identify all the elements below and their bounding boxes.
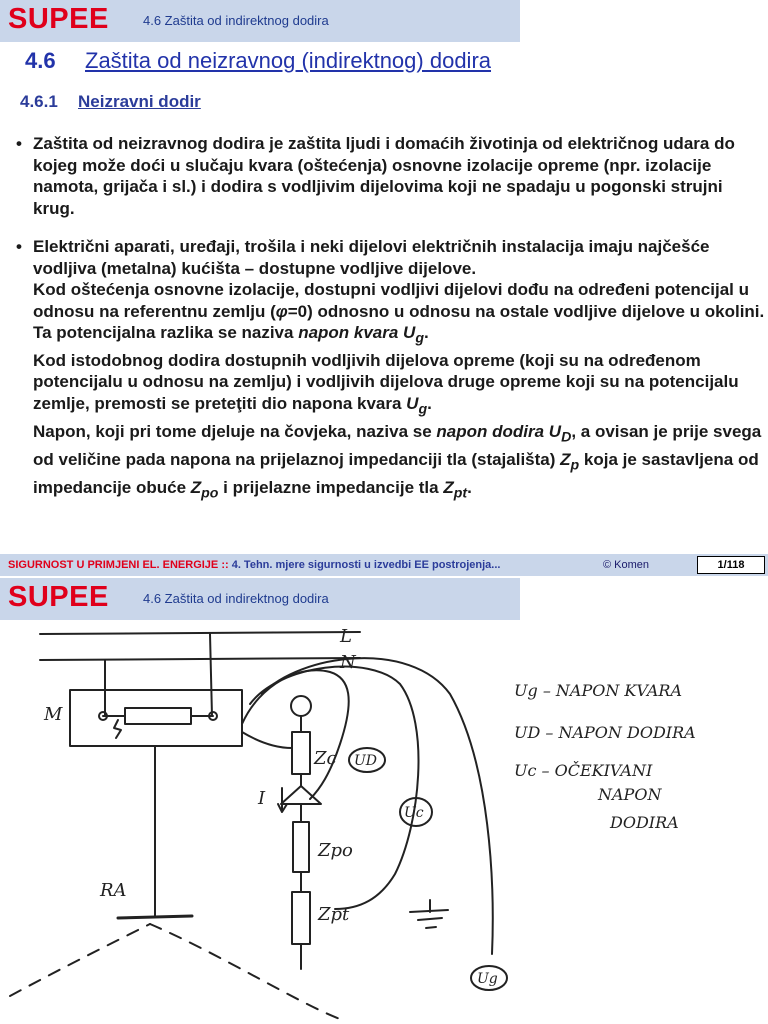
label-m: M xyxy=(44,704,63,725)
section-subtitle xyxy=(20,92,201,112)
para-4b: . xyxy=(427,393,432,413)
term-zpt: Z xyxy=(443,477,454,497)
sub-pt: pt xyxy=(453,484,468,501)
para-5d: i prijelazne impedancije tla xyxy=(218,477,444,497)
label-zc: Zc xyxy=(314,748,337,769)
sub-d: D xyxy=(561,429,572,446)
legend-ug: Ug – NAPON KVARA xyxy=(514,681,682,700)
label-ra: RA xyxy=(100,880,127,901)
bullet-2 xyxy=(16,236,768,504)
term-napon-dodira: napon dodira U xyxy=(436,421,562,441)
legend-ud: UD – NAPON DODIRA xyxy=(514,723,696,742)
sub-g: g xyxy=(415,330,424,347)
bullet-1-text: Zaštita od neizravnog dodira je zaštita ljudi i domaćih životinja od električnog udara do kojeg može doći u slučaju kvara (oštećenja) osnovne izolacije opreme (npr. izolacije namota, grijača i sl.) i dodira s vodljivim dijelovima koji ne spadaju u pogonski strujni krug. xyxy=(33,134,735,218)
term-ug: U xyxy=(406,393,419,413)
label-uc: Uc xyxy=(404,805,424,821)
footer-chapter: 4. Tehn. mjere sigurnosti u izvedbi EE postrojenja... xyxy=(231,559,501,571)
zpo-resistor xyxy=(293,822,309,872)
label-i: I xyxy=(258,788,266,809)
footer-copyright: © Komen xyxy=(603,559,650,571)
bullet-2-text xyxy=(33,236,768,504)
para-4a: Kod istodobnog dodira dostupnih vodljivih dijelova opreme (koji su na određenom potencijalu u odnosu na zemlju) i vodljivih dijelova druge opreme koji su na potencijalu zemlje, premosti se preteţiti dio napona kvara xyxy=(33,350,739,413)
header-blank xyxy=(520,0,768,42)
subtitle-number: 4.6.1 xyxy=(20,92,58,111)
bullet-dot: • xyxy=(16,134,22,153)
legend-uc: Uc – OČEKIVANI xyxy=(514,761,653,780)
person-head xyxy=(291,696,311,716)
logo: SUPEE xyxy=(8,3,109,35)
para-5c: koja je sastavljena od impedancije obuće xyxy=(33,449,759,497)
title-text: Zaštita od neizravnog (indirektnog) dodira xyxy=(85,48,492,73)
header-bar xyxy=(0,0,520,42)
para-2b: =0) odnosno u odnosu na ostale vodljive dijelove u okolini. xyxy=(287,301,765,321)
label-ud: UD xyxy=(354,753,378,769)
label-zpo: Zpo xyxy=(318,840,353,861)
sub-g-2: g xyxy=(418,401,428,418)
bullet-dot: • xyxy=(16,237,22,256)
legend-uc-3: DODIRA xyxy=(610,813,679,832)
para-5e: . xyxy=(467,477,472,497)
line-l xyxy=(40,632,360,634)
phi-symbol: φ xyxy=(275,301,288,321)
label-ug: Ug xyxy=(477,971,498,987)
footer-course xyxy=(8,559,500,571)
title-number: 4.6 xyxy=(25,48,56,73)
footer-course-name: SIGURNOST U PRIMJENI EL. ENERGIJE :: xyxy=(8,559,232,571)
hand-drawn-circuit-sketch xyxy=(0,624,768,1024)
para-3a: Ta potencijalna razlika se naziva xyxy=(33,323,299,342)
para-5a: Napon, koji pri tome djeluje na čovjeka, naziva se xyxy=(33,421,437,441)
logo: SUPEE xyxy=(8,581,109,613)
term-napon-kvara: napon kvara U xyxy=(298,323,416,342)
bullet-1 xyxy=(16,133,768,219)
header-bar xyxy=(0,578,520,620)
para-2a: Kod oštećenja osnovne izolacije, dostupni vodljivi dijelovi dođu na određeni potencijal u odnosu na referentnu zemlju ( xyxy=(33,280,749,321)
page-title xyxy=(25,48,491,74)
page-number: 1/118 xyxy=(697,556,765,574)
term-zpo: Z xyxy=(190,477,202,497)
body-impedance xyxy=(292,732,310,774)
para-5b: , a ovisan je prije svega od veličine pada napona na prijelaznoj impedanciji tla (stajališta) xyxy=(33,421,762,469)
sub-p: p xyxy=(570,457,580,474)
line-n xyxy=(40,658,360,660)
label-n: N xyxy=(340,652,356,673)
label-l: L xyxy=(340,626,352,647)
sub-po: po xyxy=(201,484,219,501)
subtitle-text: Neizravni dodir xyxy=(78,92,201,111)
term-zp: Z xyxy=(560,449,571,469)
breadcrumb: 4.6 Zaštita od indirektnog dodira xyxy=(143,591,329,606)
para-1: Električni aparati, uređaji, trošila i neki dijelovi električnih instalacija imaju najčešće vodljiva (metalna) kućišta – dostupne vodljive dijelove. xyxy=(33,237,710,278)
zpt-resistor xyxy=(292,892,310,944)
label-zpt: Zpt xyxy=(318,904,350,925)
footer-bar xyxy=(0,554,768,576)
slide-2 xyxy=(0,578,768,1024)
header-blank xyxy=(520,578,768,620)
para-3b: . xyxy=(424,323,429,342)
legend-uc-2: NAPON xyxy=(598,785,662,804)
breadcrumb: 4.6 Zaštita od indirektnog dodira xyxy=(143,13,329,28)
